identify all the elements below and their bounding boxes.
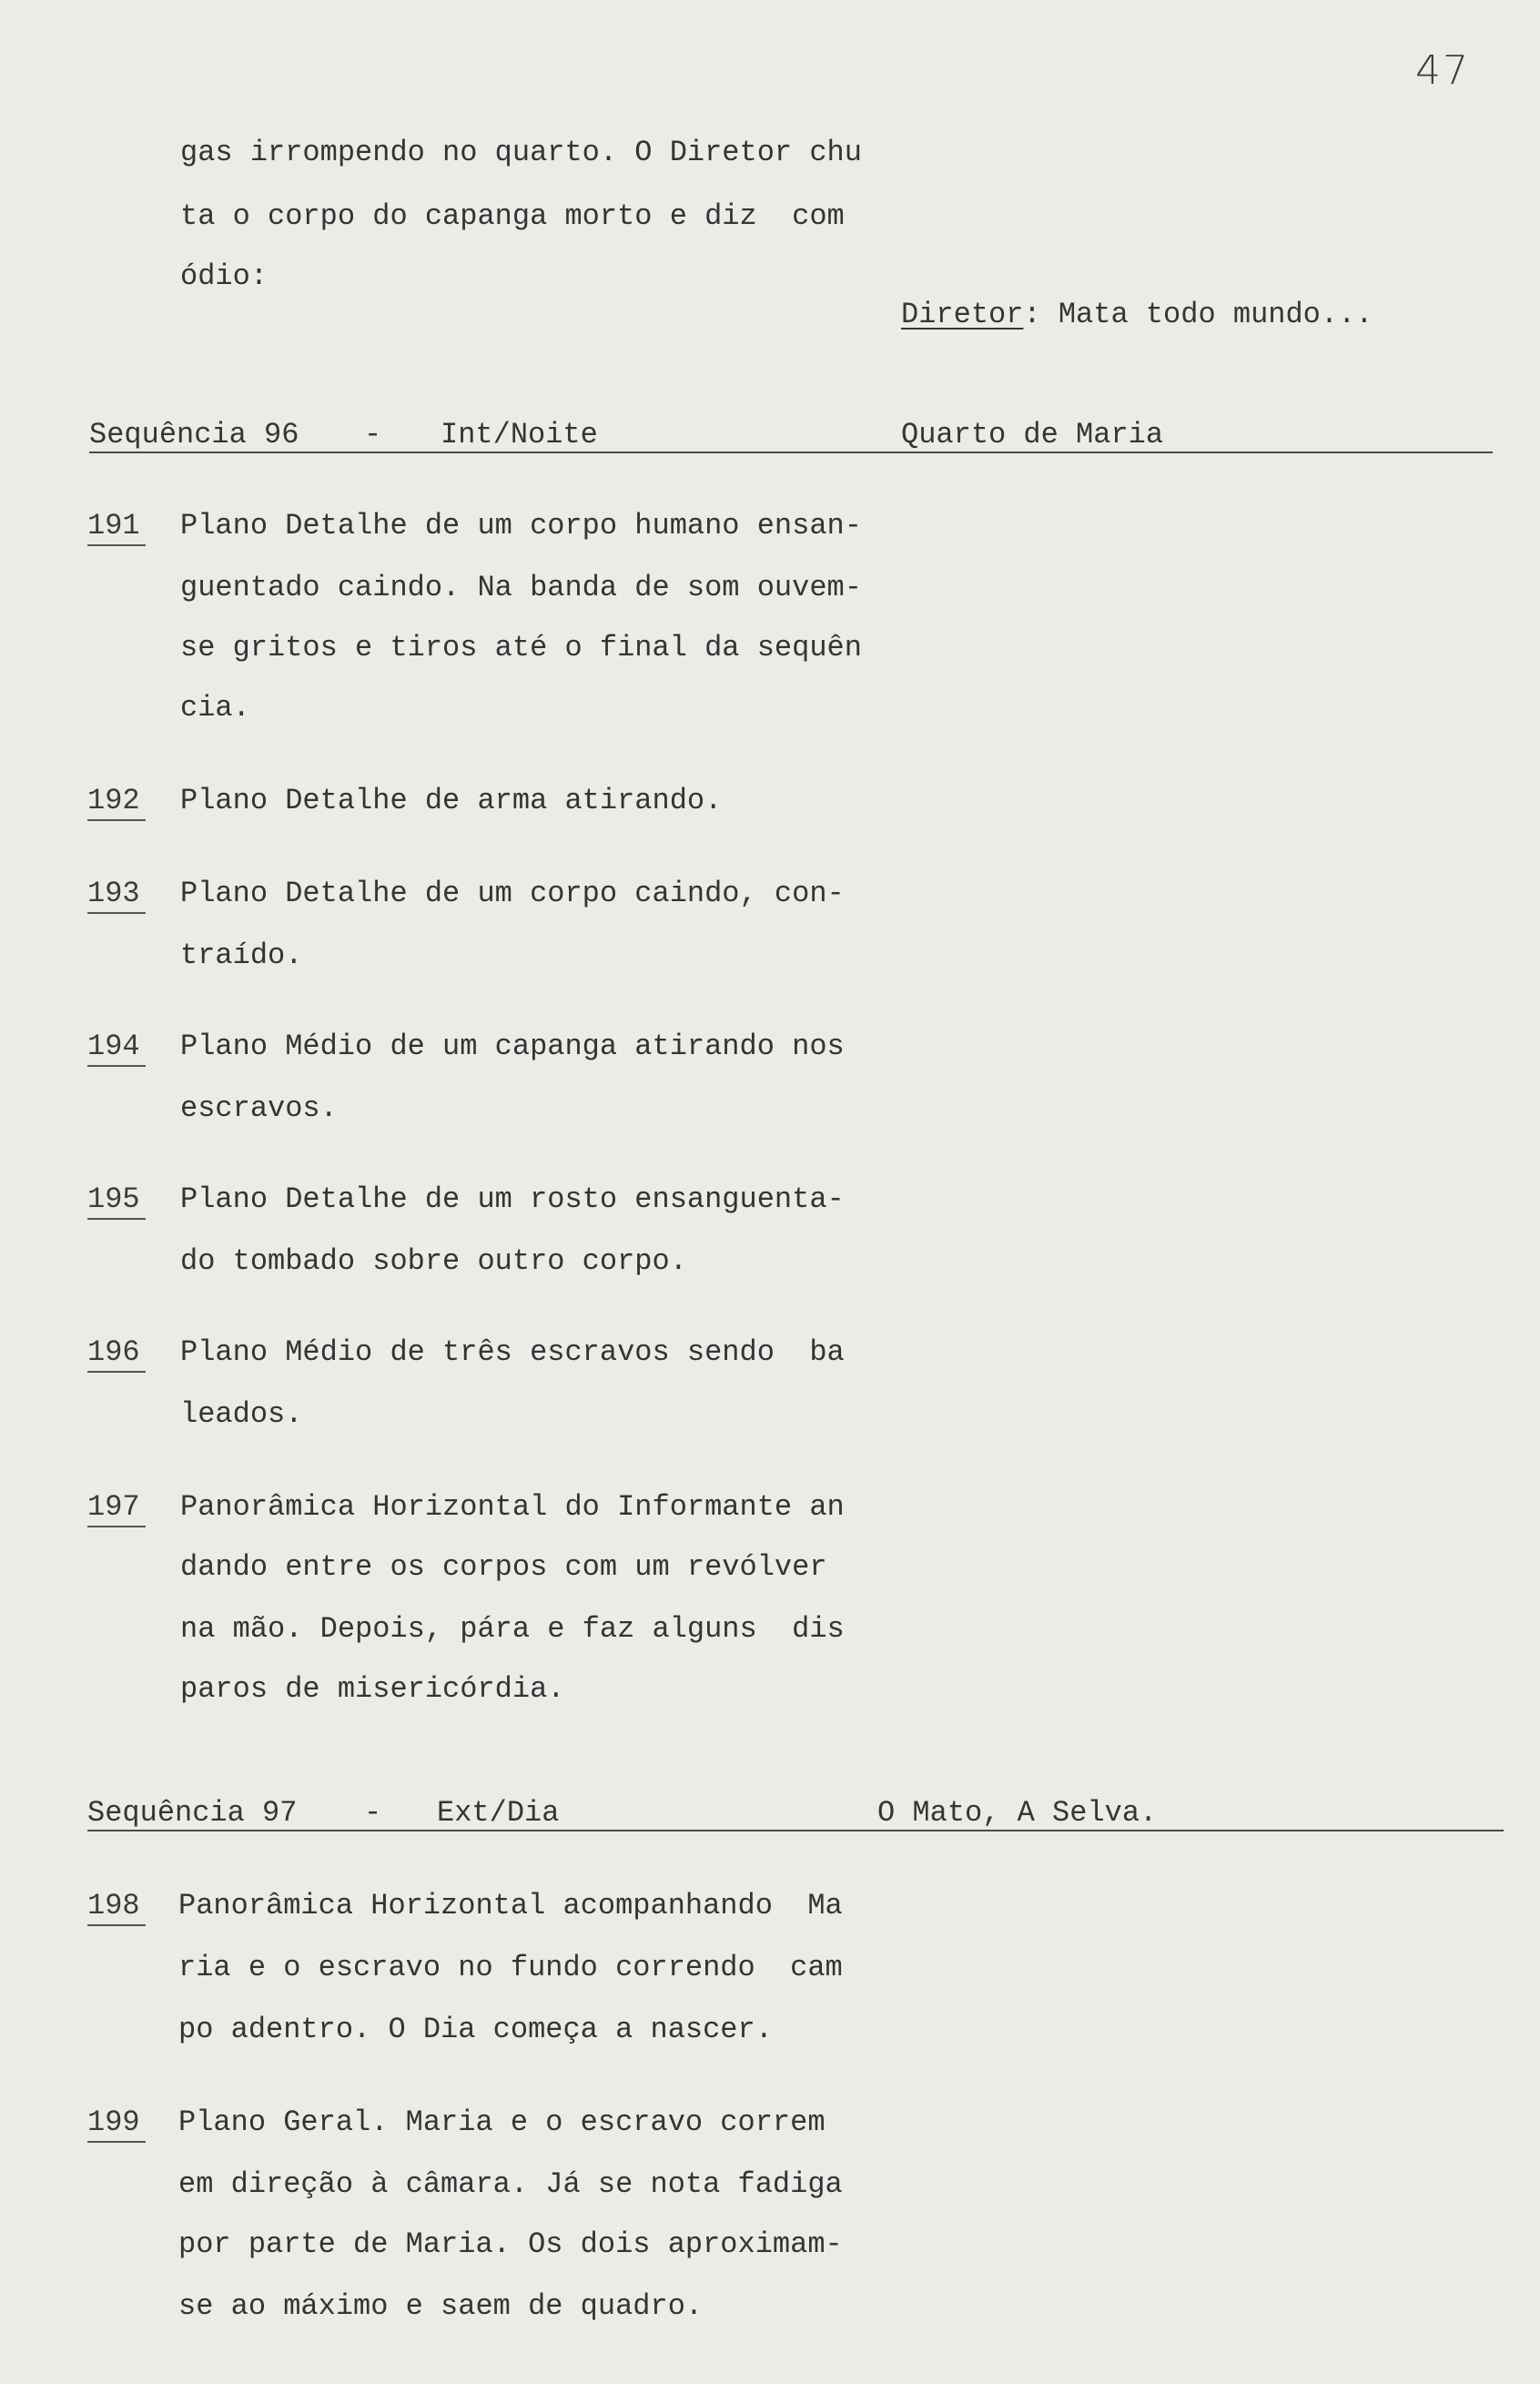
shot-198-line-2: ria e o escravo no fundo correndo cam (178, 1951, 843, 1984)
shot-193-line-1: Plano Detalhe de um corpo caindo, con- (180, 877, 845, 910)
shot-number: 194 (87, 1029, 146, 1067)
shot-number: 199 (87, 2105, 146, 2143)
sequence-97-type: Ext/Dia (437, 1796, 560, 1830)
shot-number: 198 (87, 1888, 146, 1926)
shot-number: 195 (87, 1182, 146, 1220)
shot-number: 193 (87, 876, 146, 914)
shot-193-line-2: traído. (180, 938, 303, 972)
shot-number: 192 (87, 783, 146, 821)
sequence-97-location: O Mato, A Selva. (877, 1796, 1158, 1830)
shot-198-line-3: po adentro. O Dia começa a nascer. (178, 2013, 773, 2046)
page-number: 47 (1415, 47, 1470, 94)
shot-197-line-2: dando entre os corpos com um revólver (180, 1550, 827, 1584)
sequence-96-type: Int/Noite (441, 418, 598, 451)
dialogue-colon: : (1023, 298, 1059, 331)
shot-197-line-4: paros de misericórdia. (180, 1672, 565, 1706)
shot-191-line-1: Plano Detalhe de um corpo humano ensan- (180, 509, 862, 543)
opening-line-3: ódio: (180, 259, 268, 293)
shot-199-line-1: Plano Geral. Maria e o escravo correm (178, 2105, 826, 2139)
shot-number: 191 (87, 508, 146, 546)
shot-195-line-1: Plano Detalhe de um rosto ensanguenta- (180, 1182, 845, 1216)
shot-191-line-4: cia. (180, 691, 250, 725)
dialogue (901, 297, 1373, 333)
shot-199-line-4: se ao máximo e saem de quadro. (178, 2289, 704, 2323)
opening-line-1: gas irrompendo no quarto. O Diretor chu (180, 136, 862, 169)
sequence-97-dash: - (364, 1796, 382, 1830)
opening-line-2: ta o corpo do capanga morto e diz com (180, 199, 845, 233)
sequence-97-rule (87, 1830, 1504, 1831)
sequence-97-label: Sequência 97 (87, 1796, 298, 1830)
shot-199-line-3: por parte de Maria. Os dois aproximam- (178, 2227, 843, 2261)
sequence-96-label: Sequência 96 (89, 418, 299, 451)
sequence-96-location: Quarto de Maria (901, 418, 1164, 451)
shot-196-line-2: leados. (180, 1397, 303, 1431)
sequence-96-rule (89, 451, 1493, 453)
shot-191-line-2: guentado caindo. Na banda de som ouvem- (180, 571, 862, 604)
dialogue-speaker: Diretor (901, 298, 1024, 331)
dialogue-line: Mata todo mundo... (1058, 298, 1373, 331)
shot-191-line-3: se gritos e tiros até o final da sequên (180, 631, 862, 664)
sequence-96-dash: - (364, 418, 382, 451)
shot-194-line-2: escravos. (180, 1091, 338, 1125)
shot-196-line-1: Plano Médio de três escravos sendo ba (180, 1335, 845, 1369)
shot-195-line-2: do tombado sobre outro corpo. (180, 1244, 687, 1278)
shot-192-line-1: Plano Detalhe de arma atirando. (180, 784, 723, 817)
shot-197-line-1: Panorâmica Horizontal do Informante an (180, 1490, 845, 1524)
shot-198-line-1: Panorâmica Horizontal acompanhando Ma (178, 1889, 843, 1922)
shot-197-line-3: na mão. Depois, pára e faz alguns dis (180, 1612, 845, 1646)
shot-194-line-1: Plano Médio de um capanga atirando nos (180, 1030, 845, 1063)
shot-number: 196 (87, 1334, 146, 1373)
shot-number: 197 (87, 1489, 146, 1527)
shot-199-line-2: em direção à câmara. Já se nota fadiga (178, 2167, 843, 2201)
